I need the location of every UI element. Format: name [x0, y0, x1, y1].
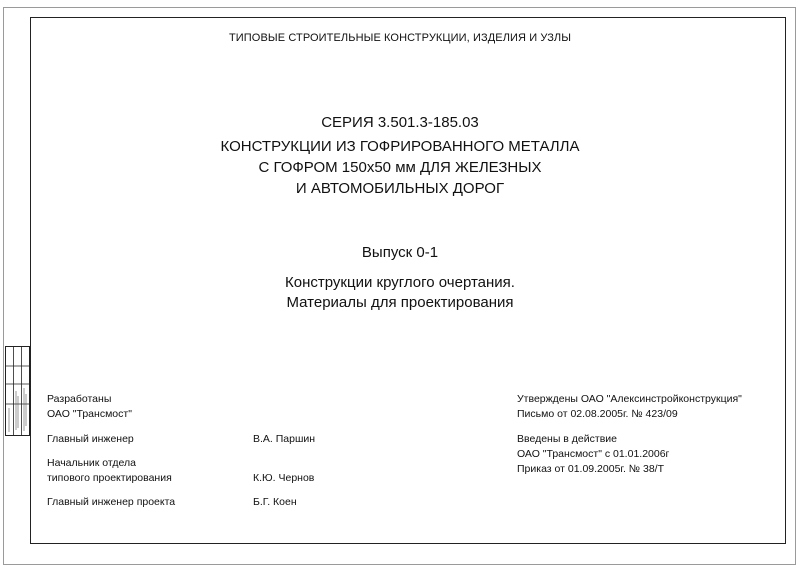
approval-letter: Письмо от 02.08.2005г. № 423/09 [517, 408, 678, 420]
issue-number: Выпуск 0-1 [361, 244, 439, 261]
side-stamp [5, 346, 30, 436]
effective-organization: ОАО "Трансмост" с 01.01.2006г [517, 448, 670, 460]
title-line-3: И АВТОМОБИЛЬНЫХ ДОРОГ [295, 180, 505, 197]
department-head-name: К.Ю. Чернов [253, 472, 315, 484]
department-head-role-line2: типового проектирования [47, 472, 172, 484]
subtitle-line-2: Материалы для проектирования [286, 294, 514, 311]
document-category: ТИПОВЫЕ СТРОИТЕЛЬНЫЕ КОНСТРУКЦИИ, ИЗДЕЛИЯ И УЗЛЫ [228, 32, 572, 44]
issue-subtitle [0, 273, 800, 313]
series-number: СЕРИЯ 3.501.3-185.03 [321, 114, 479, 131]
developer-organization: ОАО "Трансмост" [47, 408, 132, 420]
department-head-role-line1: Начальник отдела [47, 457, 136, 469]
project-chief-role: Главный инженер проекта [47, 496, 176, 508]
effective-heading: Введены в действие [517, 433, 617, 445]
document-title [0, 136, 800, 199]
chief-engineer-name: В.А. Паршин [253, 433, 316, 445]
order-reference: Приказ от 01.09.2005г. № 38/Т [517, 463, 664, 475]
chief-engineer-role: Главный инженер [47, 433, 134, 445]
title-line-2: С ГОФРОМ 150х50 мм ДЛЯ ЖЕЛЕЗНЫХ [258, 159, 542, 176]
project-chief-name: Б.Г. Коен [253, 496, 297, 508]
title-line-1: КОНСТРУКЦИИ ИЗ ГОФРИРОВАННОГО МЕТАЛЛА [220, 138, 580, 155]
approval-line: Утверждены ОАО "Алексинстройконструкция" [517, 393, 742, 405]
subtitle-line-1: Конструкции круглого очертания. [285, 274, 515, 291]
developed-heading: Разработаны [47, 393, 112, 405]
